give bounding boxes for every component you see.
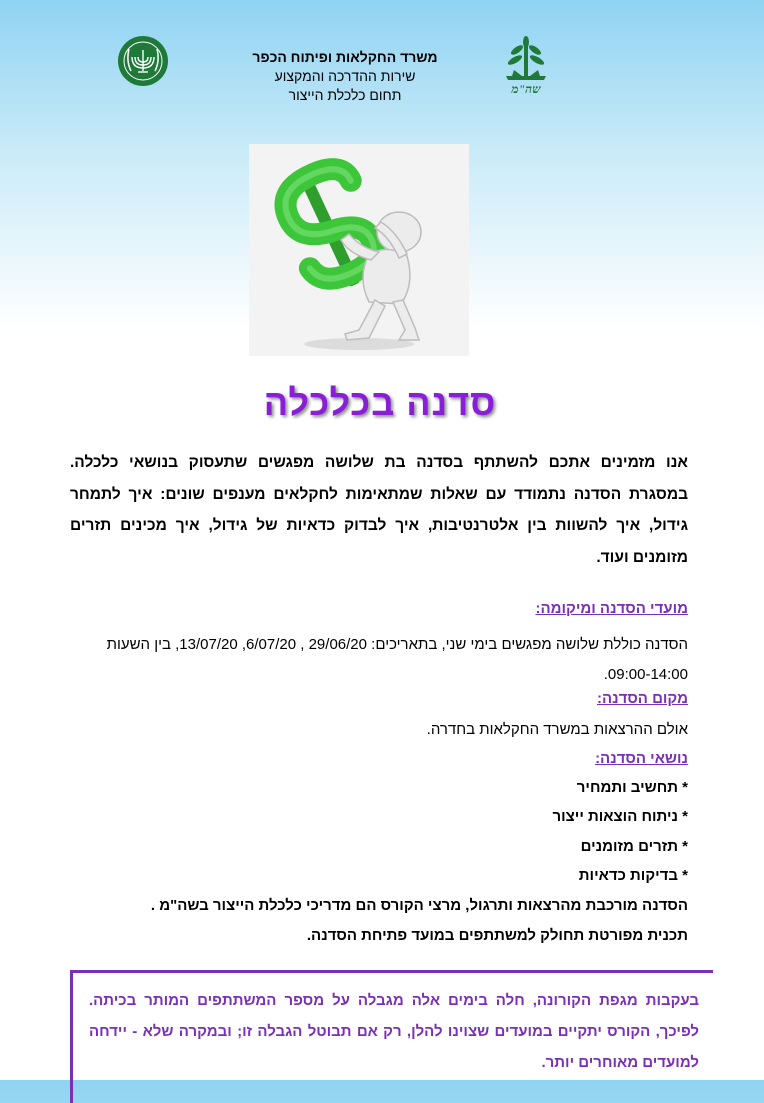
shaham-logo-text: שה"מ [511, 82, 541, 96]
materials-text: תכנית מפורטת תחולק למשתתפים במועד פתיחת הסדנה. [306, 927, 688, 944]
header-department-name: תחום כלכלת הייצור [288, 87, 402, 103]
format-text: הסדנה מורכבת מהרצאות ותרגול, מרצי הקורס הם מדריכי כלכלת הייצור בשה"מ . [150, 897, 688, 914]
topics-heading: נושאי הסדנה: [595, 750, 688, 767]
header-service-name: שירות ההדרכה והמקצוע [274, 68, 416, 84]
topic-item: * תזרים מזומנים [580, 838, 688, 855]
figure-carrying-dollar-icon [249, 144, 469, 356]
corona-notice-text: בעקבות מגפת הקורונה, חלה בימים אלה מגבלה על מספר המשתתפים המותר בכיתה. לפיכך, הקורס יתקיים במועדים שצוינו להלן, רק אם תבוטל הגבלה זו; ובמקרה שלא - יידחה למועדים מאוחרים יותר. [89, 992, 699, 1071]
ministry-emblem-icon [117, 35, 169, 87]
place-text: אולם ההרצאות במשרד החקלאות בחדרה. [426, 721, 688, 738]
topic-item: * תחשיב ותמחיר [576, 779, 688, 796]
topic-item: * בדיקות כדאיות [578, 867, 688, 884]
dates-text: הסדנה כוללת שלושה מפגשים בימי שני, בתאריכים: 29/06/20 , 6/07/20, 13/07/20, בין השעות 09:00-14:00. [106, 636, 688, 683]
place-heading: מקום הסדנה: [597, 690, 688, 707]
header-ministry-name: משרד החקלאות ופיתוח הכפר [252, 49, 438, 65]
shaham-plant-icon [500, 36, 552, 96]
dollar-carrier-image [249, 144, 469, 356]
page-title: סדנה בכלכלה [263, 382, 497, 423]
dates-heading: מועדי הסדנה ומיקומה: [535, 600, 688, 617]
topic-item: * ניתוח הוצאות ייצור [552, 808, 688, 825]
intro-paragraph: אנו מזמינים אתכם להשתתף בסדנה בת שלושה מפגשים שתעסוק בנושאי כלכלה. במסגרת הסדנה נתמודד עם שאלות שמתאימות לחקלאים מענפים שונים: איך לתמחר גידול, איך להשוות בין אלטרנטיבות, איך לבדוק כדאיות של גידול, איך מכינים תזרים מזומנים ועוד. [70, 454, 688, 566]
corona-notice-box [70, 970, 713, 1103]
